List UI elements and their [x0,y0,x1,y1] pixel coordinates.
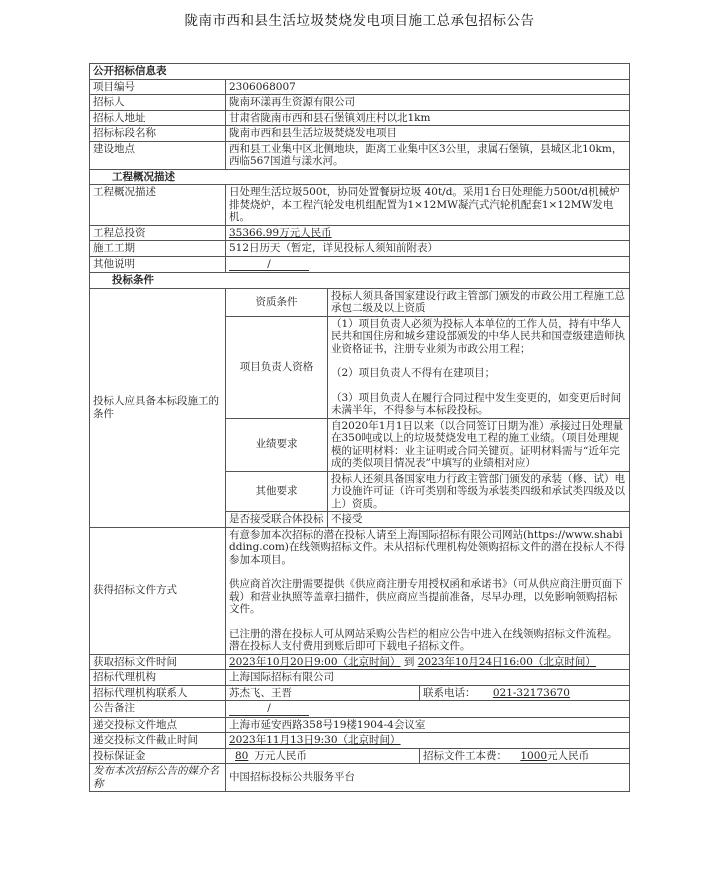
page-title: 陇南市西和县生活垃圾焚烧发电项目施工总承包招标公告 [184,13,535,29]
site-value: 西和县工业集中区北侧地块，距离工业集中区3公里，隶属石堡镇，县城区北10km，西临567国道与漾水河。 [226,141,630,169]
agency-value: 上海国际招标有限公司 [226,670,630,686]
deadline-value: 2023年11月13日9:30（北京时间） [229,734,401,746]
obtain-time-start: 2023年10月20日9:00（北京时间） [229,655,401,668]
table-row [90,701,630,718]
table-row [90,225,630,241]
section-header-public: 公开招标信息表 [90,64,630,80]
section-header-overview: 工程概况描述 [90,169,630,185]
field-label: 获得招标文件方式 [90,527,226,654]
other-req-label: 其他要求 [226,471,328,512]
table-row [90,241,630,257]
field-label: 招标人地址 [90,110,226,126]
phone-label: 联系电话： [423,686,476,699]
fee-unit: 元人民币 [547,749,590,762]
consortium-value: 不接受 [328,512,630,528]
field-label: 其他说明 [90,256,226,273]
field-label: 招标人 [90,95,226,111]
table-row [90,141,630,169]
field-label: 项目编号 [90,79,226,95]
qualification-label: 资质条件 [226,288,328,316]
obtain-p1: 有意参加本次招标的潜在投标人请至上海国际招标有限公司网站(https://www.shabidding.com)在线领购招标文件。未从招标代理机构处领购招标文件的潜在投标人不得参加本项目。 [229,528,625,566]
fee-value: 1000 [520,749,548,762]
field-label: 工程总投资 [90,225,226,241]
table-row [90,273,630,289]
qualification-value: 投标人须具备国家建设行政主管部门颁发的市政公用工程施工总承包二级及以上资质 [328,288,630,316]
obtain-value [226,527,630,654]
performance-label: 业绩要求 [226,418,328,471]
field-label: 投标保证金 [90,748,226,764]
field-label: 招标代理机构联系人 [90,685,226,701]
obtain-p3: 已注册的潜在投标人可从网站采购公告栏的相应公告中进入在线领购招标文件流程。潜在投标人支付费用到账后即可下载电子招标文件。 [229,627,618,652]
overview-value: 日处理生活垃圾500t，协同处置餐厨垃圾 40t/d。采用1台日处理能力500t/d机械炉排焚烧炉，本工程汽轮发电机组配置为1×12MW凝汽式汽轮机配套1×12MW发电机。 [226,185,630,226]
table-row [90,654,630,670]
table-row [90,169,630,185]
tender-info-table [89,63,630,792]
tenderer-value: 陇南环漾再生资源有限公司 [226,95,630,111]
field-label: 递交投标文件截止时间 [90,733,226,749]
media-value: 中国招标投标公共服务平台 [226,764,630,792]
table-row [90,64,630,80]
field-label: 公告备注 [90,701,226,718]
deposit-value: 80 [235,749,249,762]
notice-remark-value: / [229,702,309,716]
phone-value: 021-32173670 [492,686,570,699]
manager-value [328,316,630,418]
table-row [90,79,630,95]
table-row [90,764,630,792]
agency-contact-value: 苏杰飞、王晋 [226,685,420,701]
investment-value: 35366.99万元人民币 [229,226,332,239]
project-no-value: 2306068007 [226,79,630,95]
other-req-value: 投标人还须具备国家电力行政主管部门颁发的承装（修、试）电力设施许可证（许可类别和等级为承装类四级和承试类四级及以上）资质。 [328,471,630,512]
field-label: 发布本次招标公告的媒介名称 [90,764,226,792]
field-label: 工程概况描述 [90,185,226,226]
tenderer-address-value: 甘肃省陇南市西和县石堡镇刘庄村以北1km [226,110,630,126]
table-row [90,733,630,749]
submit-place-value: 上海市延安西路358号19楼1904-4会议室 [226,717,630,733]
table-row [90,185,630,226]
field-label: 招标代理机构 [90,670,226,686]
obtain-time-end: 2023年10月24日16:00（北京时间） [417,655,596,668]
table-row [90,256,630,273]
table-row [90,748,630,764]
conditions-label: 投标人应具备本标段施工的条件 [90,288,226,527]
table-row [90,670,630,686]
field-label: 递交投标文件地点 [90,717,226,733]
table-row [90,527,630,654]
deposit-unit: 万元人民币 [254,749,307,762]
manager-p1: （1）项目负责人必须为投标人本单位的工作人员，持有中华人民共和国住房和城乡建设部颁发的中华人民共和国壹级建造师执业资格证书，注册专业须为市政公用工程； [331,317,625,355]
performance-value: 自2020年1月1日以来（以合同签订日期为准）承接过日处理量在350吨或以上的垃圾焚烧发电工程的施工业绩。（项目处理规模的证明材料：业主证明或合同关键页。证明材料需与“近年完成的类似项目情况表”中填写的业绩相对应） [328,418,630,471]
obtain-time-sep: 到 [403,655,415,668]
table-row [90,110,630,126]
manager-p2: （2）项目负责人不得有在建项目； [331,367,496,379]
field-label: 建设地点 [90,141,226,169]
table-row [90,685,630,701]
other-note-value: / [229,258,309,272]
field-label: 招标标段名称 [90,126,226,142]
field-label: 获取招标文件时间 [90,654,226,670]
table-row [90,95,630,111]
obtain-p2: 供应商首次注册需要提供《供应商注册专用授权函和承诺书》（可从供应商注册页面下载）和营业执照等盖章扫描件，供应商应当提前准备，尽早办理，以免影响领购招标文件。 [229,578,623,615]
section-name-value: 陇南市西和县生活垃圾焚烧发电项目 [226,126,630,142]
section-header-conditions: 投标条件 [90,273,630,289]
table-row [90,288,630,316]
field-label: 施工工期 [90,241,226,257]
manager-label: 项目负责人资格 [226,316,328,418]
manager-p3: （3）项目负责人在履行合同过程中发生变更的，如变更后时间未满半年，不得参与本标段投标。 [331,391,622,416]
table-row [90,126,630,142]
duration-value: 512日历天（暂定，详见投标人须知前附表） [226,241,630,257]
table-row [90,717,630,733]
field-label: 是否接受联合体投标 [226,512,328,528]
fee-label: 招标文件工本费： [423,749,507,762]
